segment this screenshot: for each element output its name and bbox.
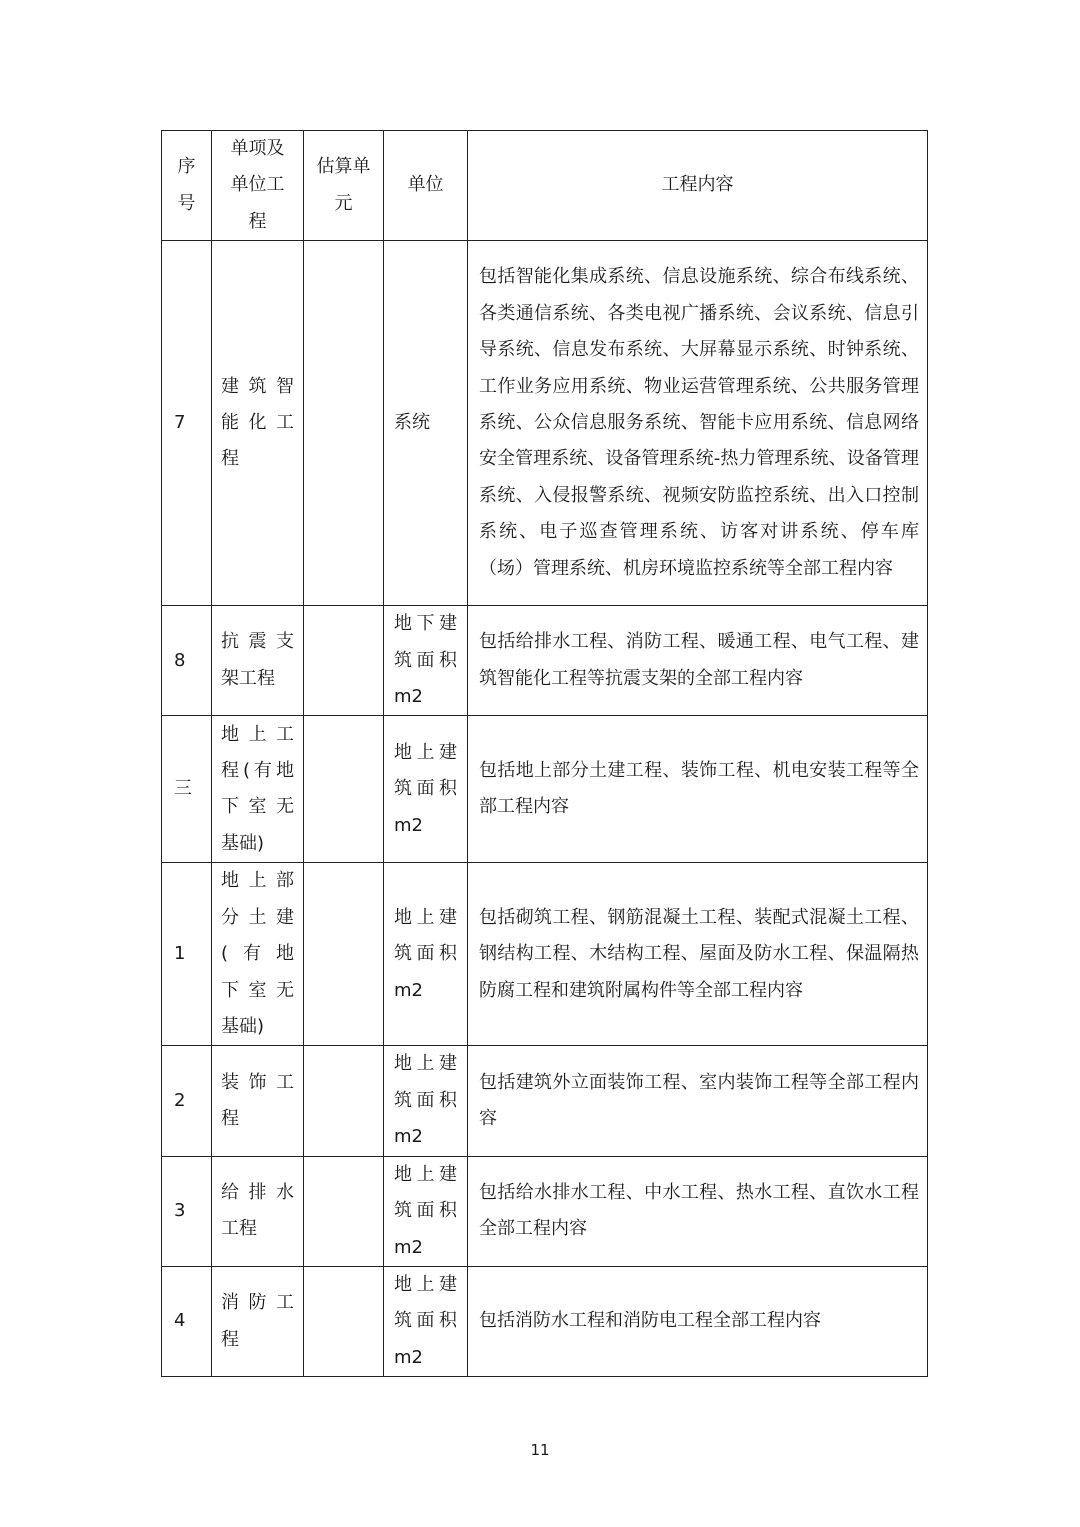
row-serial-number: 8 bbox=[162, 606, 212, 716]
row-content: 包括给排水工程、消防工程、暖通工程、电气工程、建筑智能化工程等抗震支架的全部工程内容 bbox=[468, 606, 928, 716]
row-serial-number: 1 bbox=[162, 863, 212, 1046]
table-row bbox=[162, 1266, 928, 1376]
header-unit: 单位 bbox=[384, 131, 468, 241]
row-item-name: 抗震支 架工程 bbox=[212, 606, 304, 716]
row-estimate-unit bbox=[304, 1156, 384, 1266]
row-content: 包括给水排水工程、中水工程、热水工程、直饮水工程全部工程内容 bbox=[468, 1156, 928, 1266]
row-unit: 地上建 筑面积 m2 bbox=[384, 1046, 468, 1156]
row-content: 包括智能化集成系统、信息设施系统、综合布线系统、各类通信系统、各类电视广播系统、会议系统、信息引导系统、信息发布系统、大屏幕显示系统、时钟系统、工作业务应用系统、物业运营管理系统、公共服务管理系统、公众信息服务系统、智能卡应用系统、信息网络安全管理系统、设备管理系统-热力管理系统、设备管理系统、入侵报警系统、视频安防监控系统、出入口控制系统、电子巡查管理系统、访客对讲系统、停车库（场）管理系统、机房环境监控系统等全部工程内容 bbox=[468, 241, 928, 606]
row-content: 包括建筑外立面装饰工程、室内装饰工程等全部工程内容 bbox=[468, 1046, 928, 1156]
row-content: 包括砌筑工程、钢筋混凝土工程、装配式混凝土工程、钢结构工程、木结构工程、屋面及防水工程、保温隔热防腐工程和建筑附属构件等全部工程内容 bbox=[468, 863, 928, 1046]
header-content: 工程内容 bbox=[468, 131, 928, 241]
row-serial-number: 三 bbox=[162, 716, 212, 863]
row-unit: 地上建 筑面积 m2 bbox=[384, 1266, 468, 1376]
row-estimate-unit bbox=[304, 1266, 384, 1376]
row-estimate-unit bbox=[304, 241, 384, 606]
header-item: 单项及 单位工 程 bbox=[212, 131, 304, 241]
row-item-name: 地上工 程(有地 下室无 基础) bbox=[212, 716, 304, 863]
row-estimate-unit bbox=[304, 606, 384, 716]
header-serial-number: 序 号 bbox=[162, 131, 212, 241]
page-number: 11 bbox=[530, 1441, 550, 1459]
engineering-scope-table bbox=[161, 130, 928, 1377]
row-estimate-unit bbox=[304, 863, 384, 1046]
row-unit: 地上建 筑面积 m2 bbox=[384, 716, 468, 863]
table-row bbox=[162, 716, 928, 863]
table-row bbox=[162, 863, 928, 1046]
table-row bbox=[162, 606, 928, 716]
row-unit: 系统 bbox=[384, 241, 468, 606]
row-item-name: 地上部 分土建 (有地 下室无 基础) bbox=[212, 863, 304, 1046]
table-row bbox=[162, 1046, 928, 1156]
row-unit: 地上建 筑面积 m2 bbox=[384, 1156, 468, 1266]
row-serial-number: 2 bbox=[162, 1046, 212, 1156]
row-item-name: 给排水 工程 bbox=[212, 1156, 304, 1266]
row-content: 包括消防水工程和消防电工程全部工程内容 bbox=[468, 1266, 928, 1376]
row-serial-number: 4 bbox=[162, 1266, 212, 1376]
row-estimate-unit bbox=[304, 1046, 384, 1156]
row-item-name: 建筑智 能化工 程 bbox=[212, 241, 304, 606]
row-estimate-unit bbox=[304, 716, 384, 863]
header-estimate-unit: 估算单 元 bbox=[304, 131, 384, 241]
row-serial-number: 3 bbox=[162, 1156, 212, 1266]
table-row bbox=[162, 241, 928, 606]
row-item-name: 消防工 程 bbox=[212, 1266, 304, 1376]
row-serial-number: 7 bbox=[162, 241, 212, 606]
header-row bbox=[162, 131, 928, 241]
table-row bbox=[162, 1156, 928, 1266]
row-unit: 地下建 筑面积 m2 bbox=[384, 606, 468, 716]
row-content: 包括地上部分土建工程、装饰工程、机电安装工程等全部工程内容 bbox=[468, 716, 928, 863]
row-unit: 地上建 筑面积 m2 bbox=[384, 863, 468, 1046]
row-item-name: 装饰工 程 bbox=[212, 1046, 304, 1156]
